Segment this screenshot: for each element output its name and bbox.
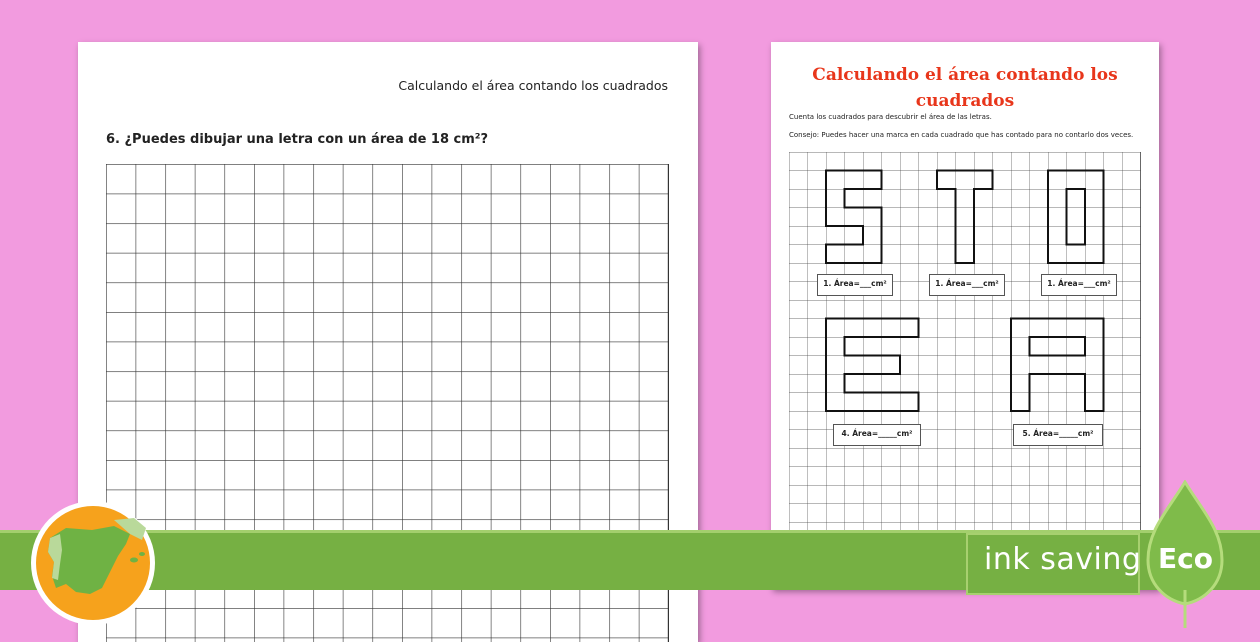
- answer-box-3: 1. Área=___cm²: [1041, 274, 1117, 296]
- answer-box-4: 4. Área=_____cm²: [833, 424, 921, 446]
- title-line-1: Calculando el área contando los: [812, 65, 1118, 85]
- answer-box-5: 5. Área=_____cm²: [1013, 424, 1103, 446]
- ink-saving-label: ink saving: [984, 542, 1142, 577]
- eco-label: Eco: [1158, 542, 1213, 575]
- letters-grid: [789, 152, 1145, 540]
- tip-text: Consejo: Puedes hacer una marca en cada cuadrado que has contado para no contarlo dos veces.: [789, 131, 1134, 139]
- worksheet-page-right: [771, 42, 1159, 589]
- answer-box-2: 1. Área=___cm²: [929, 274, 1005, 296]
- spain-map-icon: [30, 500, 156, 626]
- title-line-2: cuadrados: [915, 91, 1015, 111]
- question-6: 6. ¿Puedes dibujar una letra con un área de 18 cm²?: [106, 132, 489, 147]
- page-header: Calculando el área contando los cuadrados: [398, 78, 668, 93]
- instruction-text: Cuenta los cuadrados para descubrir el área de las letras.: [789, 113, 992, 121]
- answer-box-1: 1. Área=___cm²: [817, 274, 893, 296]
- worksheet-title: [791, 62, 1139, 114]
